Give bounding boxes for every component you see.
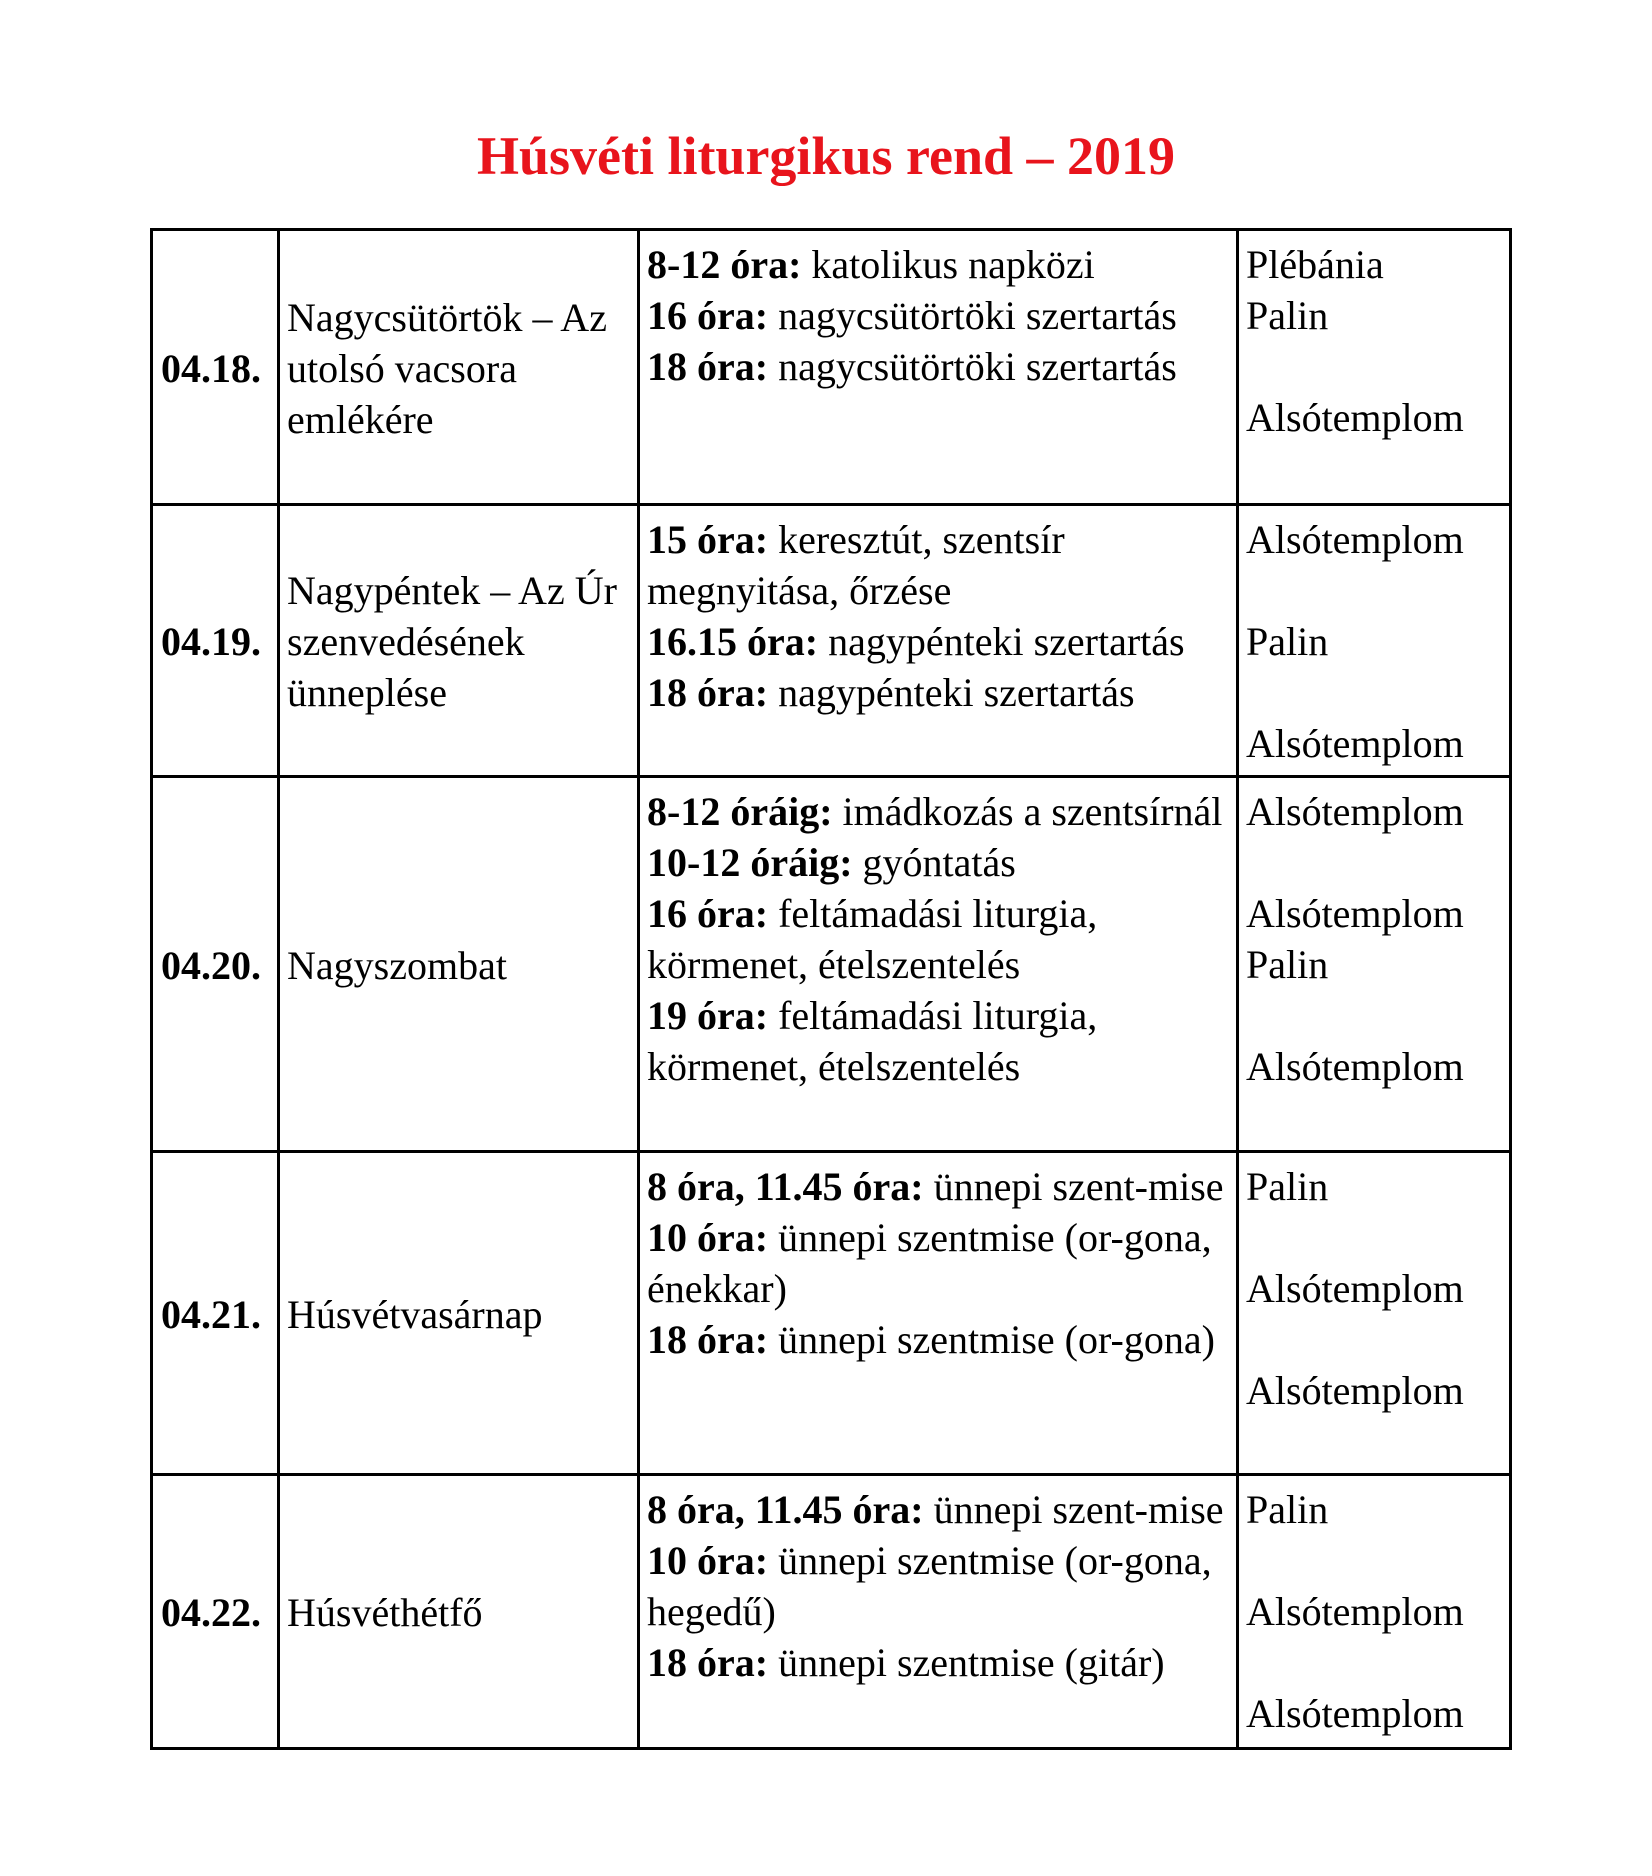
- place-label: Alsótemplom: [1246, 1368, 1464, 1413]
- event-text: nagypénteki szertartás: [768, 670, 1135, 715]
- event-item: [647, 239, 1232, 290]
- place-spacer: [1246, 1637, 1503, 1688]
- place-label: Alsótemplom: [1246, 1044, 1464, 1089]
- place-spacer: [1246, 1535, 1503, 1586]
- date-cell: 04.21.: [152, 1152, 279, 1475]
- event-time: 10 óra:: [647, 1538, 769, 1583]
- place-label: Alsótemplom: [1246, 789, 1464, 834]
- place-label: Palin: [1246, 1487, 1329, 1532]
- event-time: 18 óra:: [647, 1317, 769, 1362]
- event-time: 18 óra:: [647, 1640, 769, 1685]
- events-cell: [639, 505, 1238, 777]
- page-title: Húsvéti liturgikus rend – 2019: [476, 126, 1176, 186]
- place-label: Alsótemplom: [1246, 517, 1464, 562]
- event-text: katolikus napközi: [801, 242, 1095, 287]
- day-name: Nagycsütörtök – Az utolsó vacsora emlékére: [287, 294, 607, 442]
- event-text: keresztút, szentsír megnyitása, őrzése: [647, 517, 1065, 613]
- event-text: feltámadási liturgia, körmenet, ételszentelés: [647, 993, 1098, 1089]
- event-text: ünnepi szent-mise: [923, 1164, 1224, 1209]
- event-text: ünnepi szentmise (or-gona, énekkar): [647, 1215, 1212, 1311]
- event-item: [647, 1535, 1232, 1637]
- event-item: [647, 888, 1232, 990]
- event-item: [647, 1212, 1232, 1314]
- event-item: [647, 1637, 1232, 1688]
- event-item: [647, 786, 1232, 837]
- events-cell: [639, 777, 1238, 1152]
- event-time: 10-12 óráig:: [647, 840, 853, 885]
- day-name: Nagyszombat: [287, 942, 507, 988]
- event-item: [647, 290, 1232, 341]
- places-cell: [1238, 1152, 1511, 1475]
- place-spacer: [1246, 1212, 1503, 1263]
- place-label: Alsótemplom: [1246, 1589, 1464, 1634]
- event-item: [647, 616, 1232, 667]
- date-cell: 04.18.: [152, 230, 279, 505]
- events-cell: [639, 1152, 1238, 1475]
- place-label: Palin: [1246, 293, 1329, 338]
- event-text: feltámadási liturgia, körmenet, ételszentelés: [647, 891, 1098, 987]
- event-text: ünnepi szentmise (or-gona): [768, 1317, 1215, 1362]
- event-time: 8-12 óráig:: [647, 789, 833, 834]
- event-time: 18 óra:: [647, 344, 769, 389]
- event-time: 8 óra, 11.45 óra:: [647, 1487, 924, 1532]
- event-text: ünnepi szentmise (gitár): [768, 1640, 1165, 1685]
- event-text: nagycsütörtöki szertartás: [768, 293, 1177, 338]
- place-label: Palin: [1246, 619, 1329, 664]
- date-cell: 04.22.: [152, 1475, 279, 1749]
- event-item: [647, 341, 1232, 392]
- event-time: 8 óra, 11.45 óra:: [647, 1164, 924, 1209]
- date-cell: 04.20.: [152, 777, 279, 1152]
- events-cell: [639, 230, 1238, 505]
- event-text: nagypénteki szertartás: [818, 619, 1185, 664]
- event-time: 10 óra:: [647, 1215, 769, 1260]
- table-row: [152, 505, 1511, 777]
- places-cell: [1238, 1475, 1511, 1749]
- place-label: Plébánia: [1246, 242, 1384, 287]
- event-text: ünnepi szent-mise: [923, 1487, 1224, 1532]
- event-item: [647, 1161, 1232, 1212]
- event-time: 15 óra:: [647, 517, 769, 562]
- place-label: Alsótemplom: [1246, 1266, 1464, 1311]
- event-item: [647, 667, 1232, 718]
- day-name-cell: [279, 777, 639, 1152]
- event-item: [647, 837, 1232, 888]
- place-spacer: [1246, 990, 1503, 1041]
- event-time: 19 óra:: [647, 993, 769, 1038]
- place-spacer: [1246, 1314, 1503, 1365]
- event-text: nagycsütörtöki szertartás: [768, 344, 1177, 389]
- place-label: Alsótemplom: [1246, 395, 1464, 440]
- event-time: 16 óra:: [647, 891, 769, 936]
- day-name-cell: [279, 505, 639, 777]
- day-name-cell: [279, 230, 639, 505]
- place-label: Alsótemplom: [1246, 891, 1464, 936]
- event-item: [647, 514, 1232, 616]
- event-item: [647, 990, 1232, 1092]
- event-time: 8-12 óra:: [647, 242, 802, 287]
- event-text: ünnepi szentmise (or-gona, hegedű): [647, 1538, 1212, 1634]
- day-name: Nagypéntek – Az Úr szenvedésének ünneplése: [287, 568, 617, 715]
- day-name-cell: [279, 1152, 639, 1475]
- event-text: gyóntatás: [852, 840, 1016, 885]
- table-row: [152, 777, 1511, 1152]
- event-item: [647, 1484, 1232, 1535]
- event-time: 16.15 óra:: [647, 619, 819, 664]
- place-label: Alsótemplom: [1246, 1691, 1464, 1736]
- events-cell: [639, 1475, 1238, 1749]
- event-time: 16 óra:: [647, 293, 769, 338]
- table-row: [152, 1475, 1511, 1749]
- event-time: 18 óra:: [647, 670, 769, 715]
- places-cell: [1238, 777, 1511, 1152]
- place-spacer: [1246, 667, 1503, 718]
- place-spacer: [1246, 341, 1503, 392]
- place-label: Palin: [1246, 1164, 1329, 1209]
- date-cell: 04.19.: [152, 505, 279, 777]
- day-name: Húsvétvasárnap: [287, 1291, 543, 1337]
- schedule-table: [150, 228, 1512, 1750]
- place-spacer: [1246, 837, 1503, 888]
- place-label: Palin: [1246, 942, 1329, 987]
- table-row: [152, 230, 1511, 505]
- place-label: Alsótemplom: [1246, 721, 1464, 766]
- places-cell: [1238, 230, 1511, 505]
- place-spacer: [1246, 565, 1503, 616]
- event-text: imádkozás a szentsírnál: [832, 789, 1223, 834]
- table-row: [152, 1152, 1511, 1475]
- day-name-cell: [279, 1475, 639, 1749]
- places-cell: [1238, 505, 1511, 777]
- event-item: [647, 1314, 1232, 1365]
- day-name: Húsvéthétfő: [287, 1590, 483, 1635]
